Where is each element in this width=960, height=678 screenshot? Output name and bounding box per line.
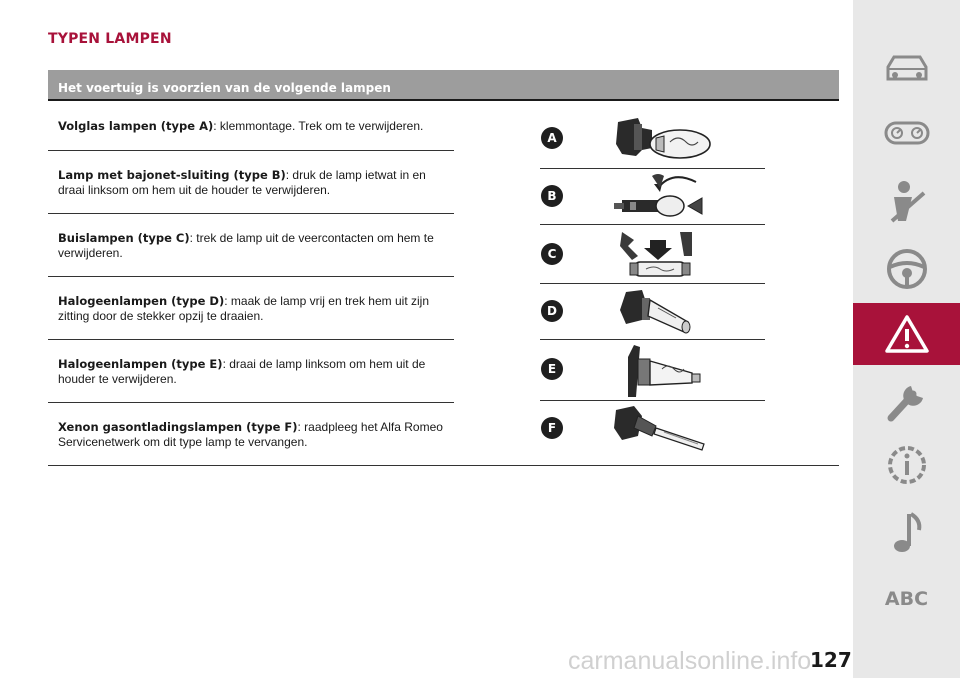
lamp-type-c-icon	[608, 228, 713, 282]
image-divider	[540, 224, 765, 225]
badge-d: D	[541, 300, 563, 322]
table-bottom-border	[48, 465, 839, 466]
lamp-type-b-icon	[608, 168, 713, 224]
row-desc: : draai de lamp linksom om hem uit de houder te verwijderen.	[58, 357, 426, 386]
row-name: Halogeenlampen (type D)	[58, 294, 225, 308]
table-header: Het voertuig is voorzien van de volgende lampen	[48, 70, 839, 101]
row-divider	[48, 150, 454, 151]
badge-c: C	[541, 243, 563, 265]
row-text-c	[58, 231, 450, 261]
row-desc: : trek de lamp uit de veercontacten om hem te verwijderen.	[58, 231, 434, 260]
car-icon[interactable]	[853, 38, 960, 100]
row-divider	[48, 402, 454, 403]
warning-triangle-icon[interactable]	[853, 303, 960, 365]
row-name: Volglas lampen (type A)	[58, 119, 214, 133]
badge-e: E	[541, 358, 563, 380]
abc-label: ABC	[884, 588, 929, 610]
row-desc: : raadpleeg het Alfa Romeo Servicenetwerk om dit type lamp te vervangen.	[58, 420, 443, 449]
image-divider	[540, 400, 765, 401]
seatbelt-person-icon[interactable]	[853, 170, 960, 232]
image-divider	[540, 283, 765, 284]
wrench-icon[interactable]	[853, 370, 960, 432]
row-text-e	[58, 357, 450, 387]
lamp-type-a-icon	[608, 114, 713, 162]
info-gear-icon[interactable]	[853, 434, 960, 496]
row-text-d	[58, 294, 450, 324]
row-text-f	[58, 420, 450, 450]
abc-icon[interactable]	[853, 568, 960, 630]
row-divider	[48, 339, 454, 340]
steering-wheel-icon[interactable]	[853, 238, 960, 300]
row-text-a	[58, 119, 450, 134]
watermark: carmanualsonline.info	[568, 647, 812, 675]
chapter-sidebar	[853, 0, 960, 678]
lamp-type-d-icon	[608, 286, 713, 338]
row-desc: : maak de lamp vrij en trek hem uit zijn zitting door de stekker opzij te draaien.	[58, 294, 429, 323]
row-name: Buislampen (type C)	[58, 231, 190, 245]
badge-b: B	[541, 185, 563, 207]
lamp-type-e-icon	[608, 343, 713, 399]
row-desc: : druk de lamp ietwat in en draai linksom om hem uit de houder te verwijderen.	[58, 168, 426, 197]
row-name: Halogeenlampen (type E)	[58, 357, 223, 371]
lamp-type-f-icon	[608, 404, 713, 456]
music-note-icon[interactable]	[853, 502, 960, 564]
badge-f: F	[541, 417, 563, 439]
badge-a: A	[541, 127, 563, 149]
row-desc: : klemmontage. Trek om te verwijderen.	[213, 119, 424, 133]
row-divider	[48, 213, 454, 214]
row-name: Lamp met bajonet-sluiting (type B)	[58, 168, 286, 182]
image-divider	[540, 339, 765, 340]
row-divider	[48, 276, 454, 277]
page-title: TYPEN LAMPEN	[48, 31, 172, 47]
gauges-icon[interactable]	[853, 102, 960, 164]
row-name: Xenon gasontladingslampen (type F)	[58, 420, 298, 434]
row-text-b	[58, 168, 450, 198]
page-number: 127	[810, 648, 852, 672]
